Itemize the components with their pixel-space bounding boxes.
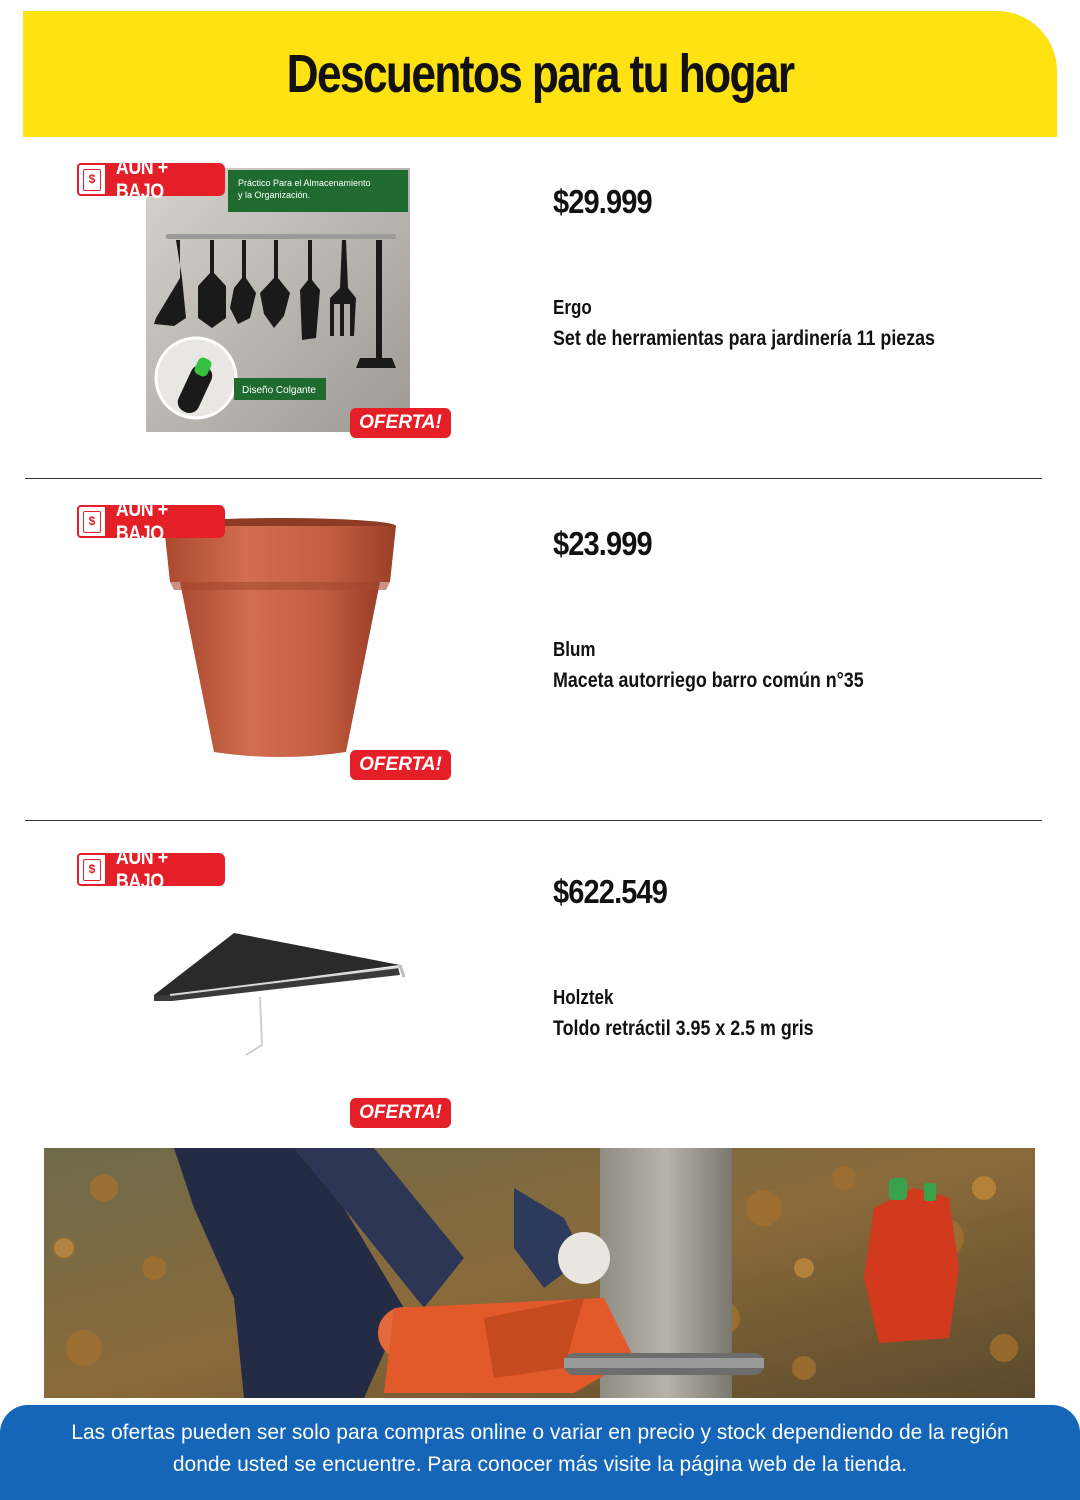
product-price: $622.549 [553, 873, 668, 910]
product-brand: Ergo [553, 297, 592, 319]
clay-pot-image[interactable] [160, 516, 400, 772]
product-name[interactable]: Toldo retráctil 3.95 x 2.5 m gris [553, 1017, 814, 1040]
chainsaw-banner-image [44, 1148, 1035, 1398]
aun-mas-bajo-badge: $ AUN + BAJO [77, 163, 225, 196]
oferta-badge: OFERTA! [350, 1098, 451, 1128]
product-price: $29.999 [553, 183, 652, 220]
svg-text:Diseño Colgante: Diseño Colgante [242, 385, 316, 396]
divider [25, 820, 1042, 821]
awning-image[interactable] [150, 925, 406, 1065]
product-brand: Blum [553, 639, 596, 661]
product-price: $23.999 [553, 525, 652, 562]
page-title: Descuentos para tu hogar [286, 44, 794, 104]
price-tag-icon: $ [77, 853, 107, 886]
disclaimer-footer [0, 1405, 1080, 1500]
price-tag-icon: $ [77, 505, 107, 538]
oferta-badge: OFERTA! [350, 408, 451, 438]
price-tag-icon: $ [77, 163, 107, 196]
divider [25, 478, 1042, 479]
svg-text:y la Organización.: y la Organización. [238, 190, 311, 200]
product-brand: Holztek [553, 987, 614, 1009]
page-header [23, 11, 1057, 137]
oferta-badge: OFERTA! [350, 750, 451, 780]
product-name[interactable]: Set de herramientas para jardinería 11 piezas [553, 327, 935, 350]
aun-mas-bajo-badge: $ AUN + BAJO [77, 853, 225, 886]
svg-text:Práctico Para el Almacenamient: Práctico Para el Almacenamiento [238, 178, 371, 188]
disclaimer-text: Las ofertas pueden ser solo para compras online o variar en precio y stock dependiendo de la región donde usted se encuentre. Para conocer más visite la página web de la tienda. [71, 1421, 1009, 1476]
product-name[interactable]: Maceta autorriego barro común n°35 [553, 669, 864, 692]
garden-tools-image[interactable] [146, 168, 410, 432]
aun-mas-bajo-badge: $ AUN + BAJO [77, 505, 225, 538]
